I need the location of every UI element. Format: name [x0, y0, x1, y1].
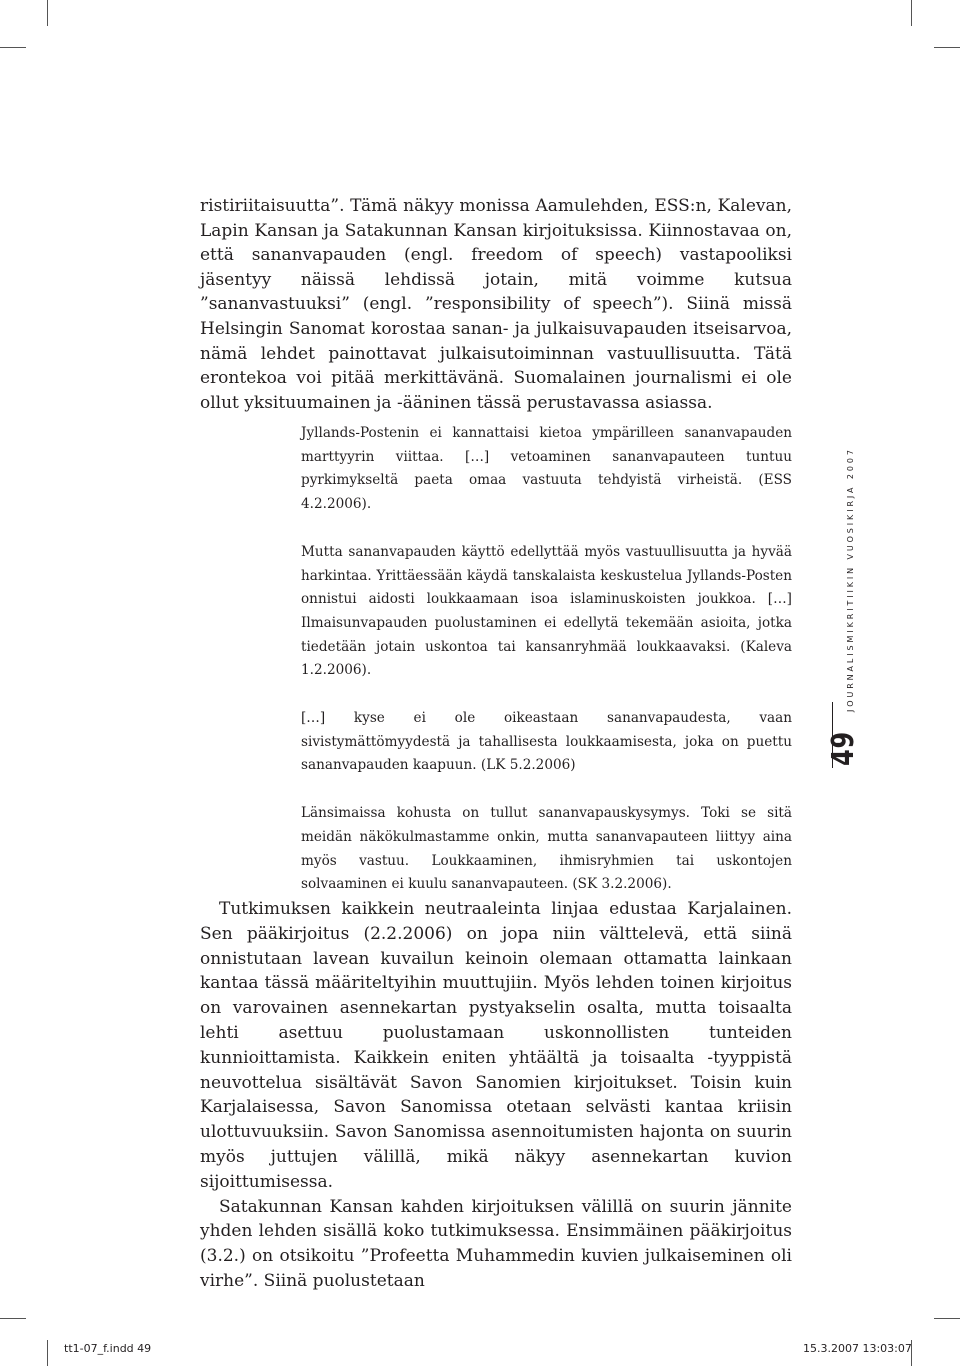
running-head: JOURNALISMIKRITIIKIN VUOSIKIRJA 2007: [846, 447, 855, 712]
quote-block: [301, 422, 792, 921]
quote: […] kyse ei ole oikeastaan sananvapaudesta, vaan sivistymättömyydestä ja tahallisesta loukkaamisesta, joka on puettu sananvapauden kaapuun. (LK 5.2.2006): [301, 710, 792, 774]
crop-mark: [0, 1318, 26, 1319]
crop-mark: [47, 0, 48, 26]
crop-mark: [47, 1340, 48, 1366]
crop-mark: [911, 0, 912, 26]
page-number: 49: [826, 731, 861, 766]
paragraph: Tutkimuksen kaikkein neutraaleinta linjaa edustaa Karjalainen. Sen pääkirjoitus (2.2.2006) on jopa niin välttelevä, että siinä onnistutaan lavean kuvailun keinoin olemaan ottamatta lainkaan kantaa tässä määriteltyihin muuttujiin. Myös lehden toinen kirjoitus on varovainen asennekartan pystyakselin osalta, mutta toisaalta lehti asettuu puolustamaan uskonnollisten tunteiden kunnioittamista. Kaikkein eniten yhtäältä ja toisaalta -tyyppistä neuvottelua sisältävät Savon Sanomien kirjoitukset. Toisin kuin Karjalaisessa, Savon Sanomissa otetaan selvästi kantaa kriisin ulottuvuuksiin. Savon Sanomissa asennoitumisten hajonta on suurin myös juttujen välillä, mikä näkyy asennekartan kuvion sijoittumisessa.: [200, 899, 792, 1192]
quote: Länsimaissa kohusta on tullut sananvapauskysymys. Toki se sitä meidän näkökulmastamme onkin, mutta sananvapauteen liittyy aina myös vastuu. Loukkaaminen, ihmisryhmien tai uskontojen solvaaminen ei kuulu sananvapauteen. (SK 3.2.2006).: [301, 805, 792, 893]
quote: Mutta sananvapauden käyttö edellyttää myös vastuullisuutta ja hyvää harkintaa. Yrittäessään käydä tanskalaista keskustelua Jyllands-Posten onnistui aidosti loukkaamaan isoa islaminuskoisten joukkoa. […] Ilmaisunvapauden puolustaminen ei edellytä tekemään asioita, jotka tiedetään jotain uskontoa tai kansanryhmää loukkaavaksi. (Kaleva 1.2.2006).: [301, 543, 792, 679]
crop-mark: [934, 1318, 960, 1319]
slug-date: 15.3.2007 13:03:07: [803, 1342, 912, 1355]
body-text-bottom: [200, 897, 792, 1294]
slug-file: tt1-07_f.indd 49: [64, 1342, 152, 1355]
crop-mark: [0, 47, 26, 48]
body-text-top: [200, 194, 792, 415]
quote: Jyllands-Postenin ei kannattaisi kietoa ympärilleen sananvapauden marttyyrin viittaa. […] vetoaminen sananvapauteen tuntuu pyrkimykseltä paeta omaa vastuuta tehdyistä virheistä. (ESS 4.2.2006).: [301, 425, 792, 513]
paragraph: ristiriitaisuutta”. Tämä näkyy monissa Aamulehden, ESS:n, Kalevan, Lapin Kansan ja Satakunnan Kansan kirjoituksissa. Kiinnostavaa on, että sananvapauden (engl. freedom of speech) vastapooliksi jäsentyy näissä lehdissä jotain, mitä voimme kutsua ”sananvastuuksi” (engl. ”responsibility of speech”). Siinä missä Helsingin Sanomat korostaa sanan- ja julkaisuvapauden itseisarvoa, nämä lehdet painottavat julkaisutoiminnan vastuullisuutta. Tätä erontekoa voi pitää merkittävänä. Suomalainen journalismi ei ole ollut yksituumainen ja -ääninen tässä perustavassa asiassa.: [200, 196, 792, 413]
crop-mark: [934, 47, 960, 48]
paragraph: Satakunnan Kansan kahden kirjoituksen välillä on suurin jännite yhden lehden sisällä koko tutkimuksessa. Ensimmäinen pääkirjoitus (3.2.) on otsikoitu ”Profeetta Muhammedin kuvien julkaiseminen oli virhe”. Siinä puolustetaan: [200, 1196, 792, 1291]
